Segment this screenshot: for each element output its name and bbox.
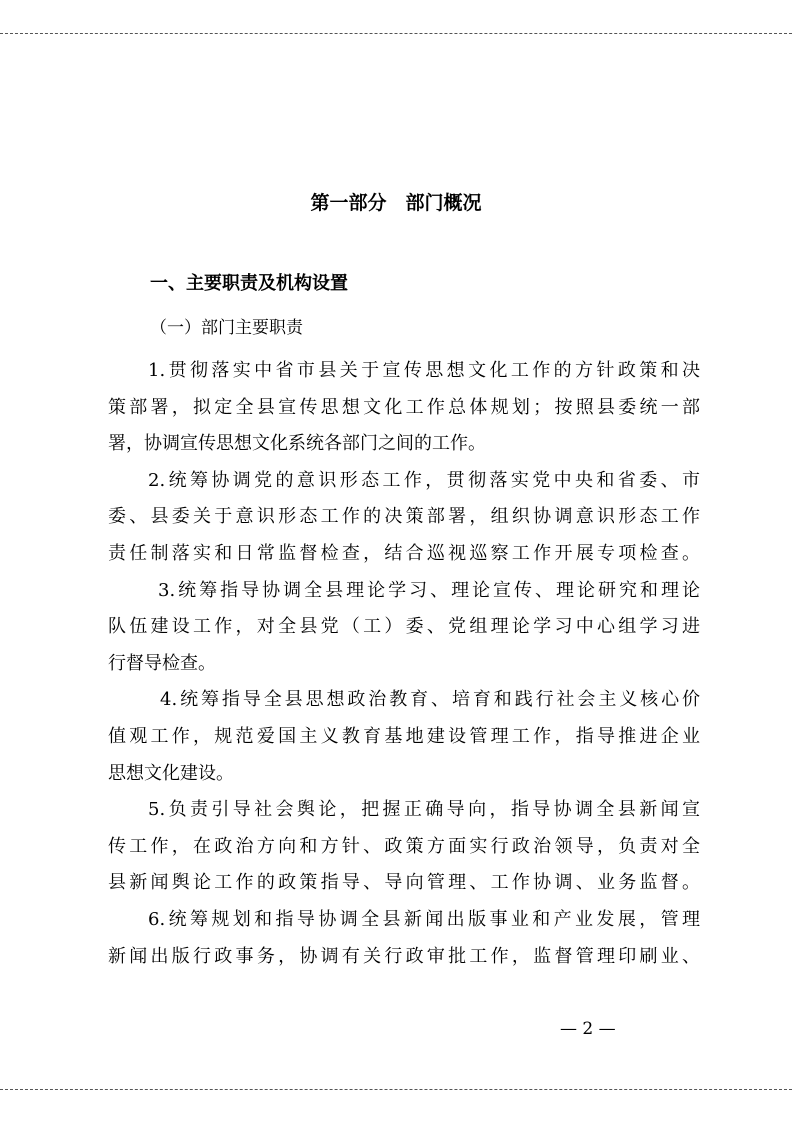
paragraph-3 (108, 573, 700, 683)
paragraph-line: 6.统筹规划和指导协调全县新闻出版事业和产业发展，管理 (148, 908, 700, 930)
paragraph-line: 2.统筹协调党的意识形态工作，贯彻落实党中央和省委、市 (148, 469, 700, 491)
paragraph-line: 队伍建设工作，对全县党（工）委、党组理论学习中心组学习进 (108, 616, 700, 638)
paragraph-line: 署，协调宣传思想文化系统各部门之间的工作。 (108, 433, 486, 455)
paragraph-line: 策部署，拟定全县宣传思想文化工作总体规划；按照县委统一部 (108, 396, 700, 418)
subsection-heading: （一）部门主要职责 (150, 318, 303, 338)
paragraph-line: 委、县委关于意识形态工作的决策部署，组织协调意识形态工作 (108, 506, 700, 528)
paragraph-line: 传工作，在政治方向和方针、政策方面实行政治领导，负责对全 (108, 835, 700, 857)
paragraph-line: 责任制落实和日常监督检查，结合巡视巡察工作开展专项检查。 (108, 542, 700, 564)
paragraph-line: 3.统筹指导协调全县理论学习、理论宣传、理论研究和理论 (158, 579, 700, 601)
paragraph-line: 5.负责引导社会舆论，把握正确导向，指导协调全县新闻宣 (148, 799, 700, 821)
page-number: — 2 — (560, 1019, 616, 1039)
section-heading: 一、主要职责及机构设置 (150, 273, 348, 294)
paragraph-line: 思想文化建设。 (108, 762, 234, 784)
paragraph-line: 值观工作，规范爱国主义教育基地建设管理工作，指导推进企业 (108, 725, 700, 747)
page-title: 第一部分 部门概况 (310, 192, 482, 214)
paragraph-2 (108, 463, 700, 573)
paragraph-1 (68, 353, 700, 463)
paragraph-6 (108, 902, 700, 975)
paragraph-4 (108, 682, 700, 792)
paragraph-line: 新闻出版行政事务，协调有关行政审批工作，监督管理印刷业、 (108, 945, 700, 967)
bottom-cut-line (0, 1089, 792, 1090)
paragraph-line: 4.统筹指导全县思想政治教育、培育和践行社会主义核心价 (160, 689, 700, 711)
paragraph-line: 1.贯彻落实中省市县关于宣传思想文化工作的方针政策和决 (148, 360, 700, 381)
top-cut-line (0, 33, 792, 34)
body-text (108, 353, 700, 975)
paragraph-line: 行督导检查。 (108, 652, 216, 674)
paragraph-line: 县新闻舆论工作的政策指导、导向管理、工作协调、业务监督。 (108, 872, 700, 894)
paragraph-5 (108, 792, 700, 902)
